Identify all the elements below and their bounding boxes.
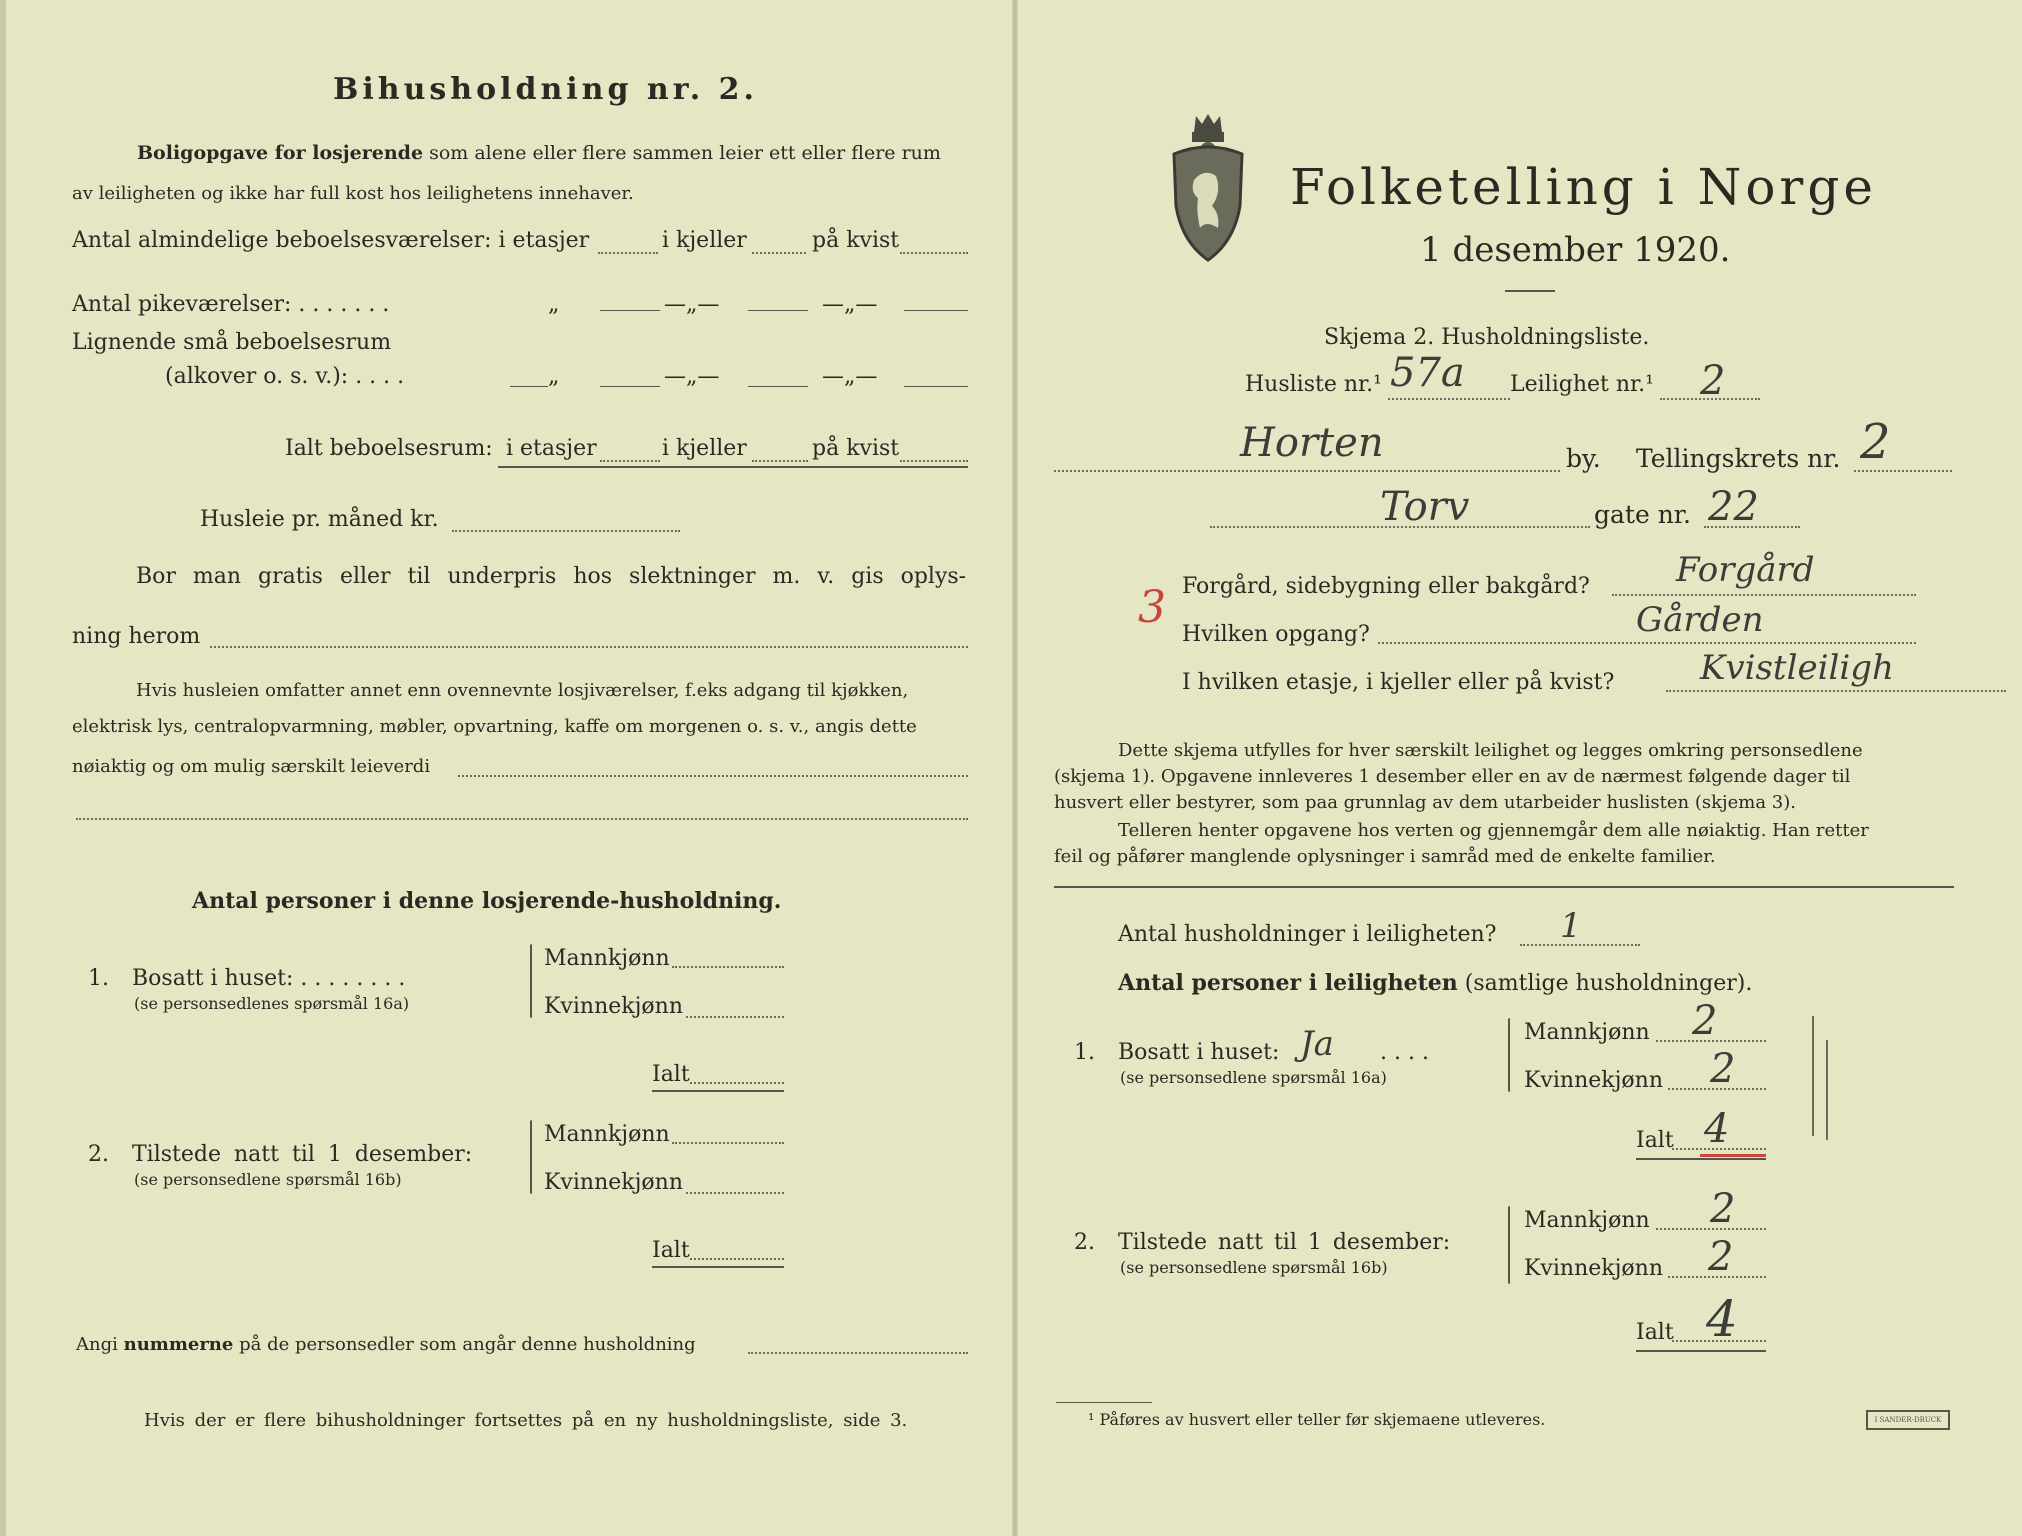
left-q2-female: Kvinnekjønn	[544, 1170, 683, 1195]
gate-label: gate nr.	[1594, 500, 1691, 529]
instr-5: feil og påfører manglende oplysninger i samråd med de enkelte familier.	[1054, 846, 1716, 867]
street-line	[1210, 526, 1590, 528]
right-q1-total-line	[1672, 1148, 1766, 1150]
left-q1-female: Kvinnekjønn	[544, 994, 683, 1019]
rooms-cellar: i kjeller	[662, 228, 747, 253]
right-q2-female-value: 2	[1708, 1234, 1734, 1280]
maid-ditto-2: —„—	[664, 292, 720, 317]
maid-line-1	[600, 310, 660, 311]
right-footnote: ¹ Påføres av husvert eller teller før skjemaene utleveres.	[1088, 1410, 1546, 1429]
numbers-post: på de personsedler som angår denne husholdning	[239, 1334, 696, 1355]
left-q2-female-line	[686, 1192, 784, 1194]
right-title: Folketelling i Norge	[1290, 158, 1877, 216]
maid-line-2	[748, 310, 808, 311]
coat-of-arms-icon	[1168, 110, 1248, 262]
red-check-mark	[1700, 1154, 1766, 1157]
instr-2: (skjema 1). Opgavene innleveres 1 desember eller en av de nærmest følgende dager til	[1054, 766, 1851, 787]
left-q2-sub: (se personsedlene spørsmål 16b)	[134, 1170, 402, 1189]
margin-tick-2	[1826, 1040, 1828, 1140]
free-line	[210, 646, 968, 648]
left-q2-label: Tilstede natt til 1 desember:	[132, 1142, 473, 1167]
left-q2-male: Mannkjønn	[544, 1122, 670, 1147]
instructions-rule	[1054, 886, 1954, 888]
q-forgard: Forgård, sidebygning eller bakgård?	[1182, 574, 1590, 599]
husliste-line	[1388, 398, 1510, 400]
right-q1-female-value: 2	[1710, 1046, 1736, 1092]
maid-ditto-3: —„—	[822, 292, 878, 317]
rooms-label: Antal almindelige beboelsesværelser: i etasjer	[72, 228, 590, 253]
left-q1-total-rule	[652, 1090, 784, 1092]
small-line-2	[748, 386, 808, 387]
small-ditto-3: —„—	[822, 364, 878, 389]
left-q2-total-rule	[652, 1266, 784, 1268]
footnote-rule	[1056, 1402, 1152, 1403]
small-ditto-2: —„—	[664, 364, 720, 389]
persons-line	[1118, 970, 1752, 996]
maid-ditto: „	[548, 292, 560, 317]
numbers-line	[76, 1334, 696, 1355]
note-line-1: Hvis husleien omfatter annet enn ovennevnte losjiværelser, f.eks adgang til kjøkken,	[136, 680, 909, 701]
left-footer: Hvis der er flere bihusholdninger fortsettes på en ny husholdningsliste, side 3.	[144, 1410, 908, 1431]
right-q2-num: 2.	[1074, 1230, 1095, 1255]
persons-bold: Antal personer i leiligheten	[1118, 970, 1458, 996]
center-fold	[1012, 0, 1018, 1536]
right-q1-male-label: Mannkjønn	[1524, 1020, 1650, 1045]
city-value: Horten	[1240, 420, 1384, 466]
krets-value: 2	[1860, 414, 1891, 470]
households-value: 1	[1560, 906, 1582, 946]
left-q1-label: Bosatt i huset: . . . . . . . .	[132, 966, 406, 991]
krets-line	[1854, 470, 1952, 472]
right-q1-female-label: Kvinnekjønn	[1524, 1068, 1663, 1093]
left-q1-male-line	[672, 966, 784, 968]
note-line-3: nøiaktig og om mulig særskilt leieverdi	[72, 756, 431, 777]
intro-line-1	[137, 142, 941, 164]
husliste-value: 57a	[1390, 350, 1465, 396]
left-q2-brace	[530, 1120, 532, 1194]
small-rooms-label: Lignende små beboelsesrum	[72, 330, 392, 355]
instr-1: Dette skjema utfylles for hver særskilt leilighet og legges omkring personsedlene	[1118, 740, 1863, 761]
small-line-1	[600, 386, 660, 387]
a-forgard: Forgård	[1676, 550, 1815, 590]
households-label: Antal husholdninger i leiligheten?	[1118, 922, 1497, 947]
persons-rest: (samtlige husholdninger).	[1464, 971, 1753, 996]
numbers-bold: nummerne	[123, 1334, 234, 1355]
right-q2-total-label: Ialt	[1636, 1320, 1674, 1345]
right-q2-total-rule	[1636, 1350, 1766, 1352]
left-q2-num: 2.	[88, 1142, 109, 1167]
right-q1-total-rule	[1636, 1158, 1766, 1160]
right-q2-sub: (se personsedlene spørsmål 16b)	[1120, 1258, 1388, 1277]
a-opgang: Gården	[1636, 600, 1764, 640]
city-label: by.	[1566, 444, 1601, 473]
total-rooms-attic: på kvist	[812, 436, 900, 461]
households-line	[1520, 944, 1640, 946]
schema-label: Skjema 2. Husholdningsliste.	[1324, 325, 1650, 350]
a-etasje: Kvistleiligh	[1700, 648, 1894, 688]
right-q2-female-label: Kvinnekjønn	[1524, 1256, 1663, 1281]
total-cellar-line	[752, 460, 808, 462]
left-q1-sub: (se personsedlenes spørsmål 16a)	[134, 994, 410, 1013]
left-q2-total-line	[690, 1258, 784, 1260]
right-date: 1 desember 1920.	[1420, 230, 1731, 270]
left-title: Bihusholdning nr. 2.	[333, 72, 758, 107]
note-line-extra	[76, 818, 968, 820]
husliste-label: Husliste nr.¹	[1245, 372, 1382, 397]
right-q1-male-line	[1656, 1040, 1766, 1042]
left-q1-female-line	[686, 1016, 784, 1018]
right-q2-male-label: Mannkjønn	[1524, 1208, 1650, 1233]
right-q1-num: 1.	[1074, 1040, 1095, 1065]
right-q1-brace	[1508, 1018, 1510, 1092]
left-persons-heading: Antal personer i denne losjerende-husholdning.	[192, 888, 782, 914]
right-q1-hand: Ja	[1300, 1024, 1334, 1064]
note-line-2: elektrisk lys, centralopvarmning, møbler, opvartning, kaffe om morgenen o. s. v., angis dette	[72, 716, 917, 737]
margin-mark: 3	[1138, 582, 1166, 633]
rooms-attic: på kvist	[812, 228, 900, 253]
free-line-1: Bor man gratis eller til underpris hos slektninger m. v. gis oplys-	[136, 564, 967, 589]
total-attic-line	[900, 460, 968, 462]
total-rooms-floors: i etasjer	[506, 436, 597, 461]
note-line	[458, 775, 968, 777]
left-q1-total: Ialt	[652, 1062, 690, 1087]
numbers-pre: Angi	[76, 1334, 118, 1355]
forgard-line	[1612, 594, 1916, 596]
right-q1-total-value: 4	[1704, 1106, 1730, 1152]
etasje-line	[1666, 690, 2006, 692]
leilighet-line	[1660, 398, 1760, 400]
left-q2-male-line	[672, 1142, 784, 1144]
rent-line	[452, 530, 680, 532]
leilighet-label: Leilighet nr.¹	[1510, 372, 1654, 397]
right-q1-label: Bosatt i huset:	[1118, 1040, 1280, 1065]
total-floors-line	[600, 460, 660, 462]
q-opgang: Hvilken opgang?	[1182, 622, 1370, 647]
rent-label: Husleie pr. måned kr.	[200, 507, 439, 532]
date-rule	[1505, 290, 1555, 292]
rooms-cellar-line	[752, 252, 806, 254]
total-underline	[498, 466, 968, 468]
instr-4: Telleren henter opgavene hos verten og gjennemgår dem alle nøiaktig. Han retter	[1118, 820, 1869, 841]
city-line	[1054, 470, 1560, 472]
leilighet-value: 2	[1700, 358, 1726, 404]
left-edge	[0, 0, 6, 1536]
maid-line-3	[904, 310, 968, 311]
rooms-attic-line	[900, 252, 968, 254]
left-q1-num: 1.	[88, 966, 109, 991]
right-q1-dots: . . . .	[1380, 1040, 1429, 1065]
intro-line-2: av leiligheten og ikke har full kost hos leilighetens innehaver.	[72, 183, 634, 204]
left-q1-brace	[530, 944, 532, 1018]
right-q1-male-value: 2	[1692, 998, 1718, 1044]
gate-value: 22	[1708, 484, 1759, 530]
krets-label: Tellingskrets nr.	[1636, 444, 1841, 473]
right-q1-sub: (se personsedlene spørsmål 16a)	[1120, 1068, 1387, 1087]
right-q2-male-value: 2	[1710, 1186, 1736, 1232]
margin-tick-1	[1812, 1016, 1814, 1136]
instr-3: husvert eller bestyrer, som paa grunnlag av dem utarbeider huslisten (skjema 3).	[1054, 792, 1796, 813]
maid-rooms-label: Antal pikeværelser: . . . . . . .	[72, 292, 390, 317]
total-rooms-cellar: i kjeller	[662, 436, 747, 461]
left-q2-total: Ialt	[652, 1238, 690, 1263]
right-q2-total-value: 4	[1706, 1290, 1738, 1348]
right-q1-total-label: Ialt	[1636, 1128, 1674, 1153]
street-value: Torv	[1380, 484, 1470, 530]
intro-rest: som alene eller flere sammen leier ett eller flere rum	[429, 142, 941, 164]
right-q2-brace	[1508, 1206, 1510, 1284]
right-q2-total-line	[1672, 1340, 1766, 1342]
right-q1-female-line	[1668, 1088, 1766, 1090]
right-q2-female-line	[1668, 1276, 1766, 1278]
total-rooms-label: Ialt beboelsesrum:	[285, 436, 493, 461]
q-etasje: I hvilken etasje, i kjeller eller på kvist?	[1182, 670, 1615, 695]
right-q2-male-line	[1656, 1228, 1766, 1230]
free-line-2: ning herom	[72, 624, 201, 649]
small-rooms-label-2: (alkover o. s. v.): . . . .	[165, 364, 405, 389]
opgang-line	[1378, 642, 1916, 644]
rooms-floors-line	[598, 252, 658, 254]
right-q2-label: Tilstede natt til 1 desember:	[1118, 1230, 1451, 1255]
numbers-line-fill	[748, 1352, 968, 1354]
left-q1-male: Mannkjønn	[544, 946, 670, 971]
small-ditto: „	[548, 364, 560, 389]
intro-bold: Boligopgave for losjerende	[137, 142, 424, 164]
small-line-0	[510, 386, 548, 387]
small-line-3	[904, 386, 968, 387]
gate-line	[1704, 526, 1800, 528]
printer-stamp: I SANDER-DRUCK	[1866, 1410, 1950, 1430]
left-q1-total-line	[690, 1082, 784, 1084]
